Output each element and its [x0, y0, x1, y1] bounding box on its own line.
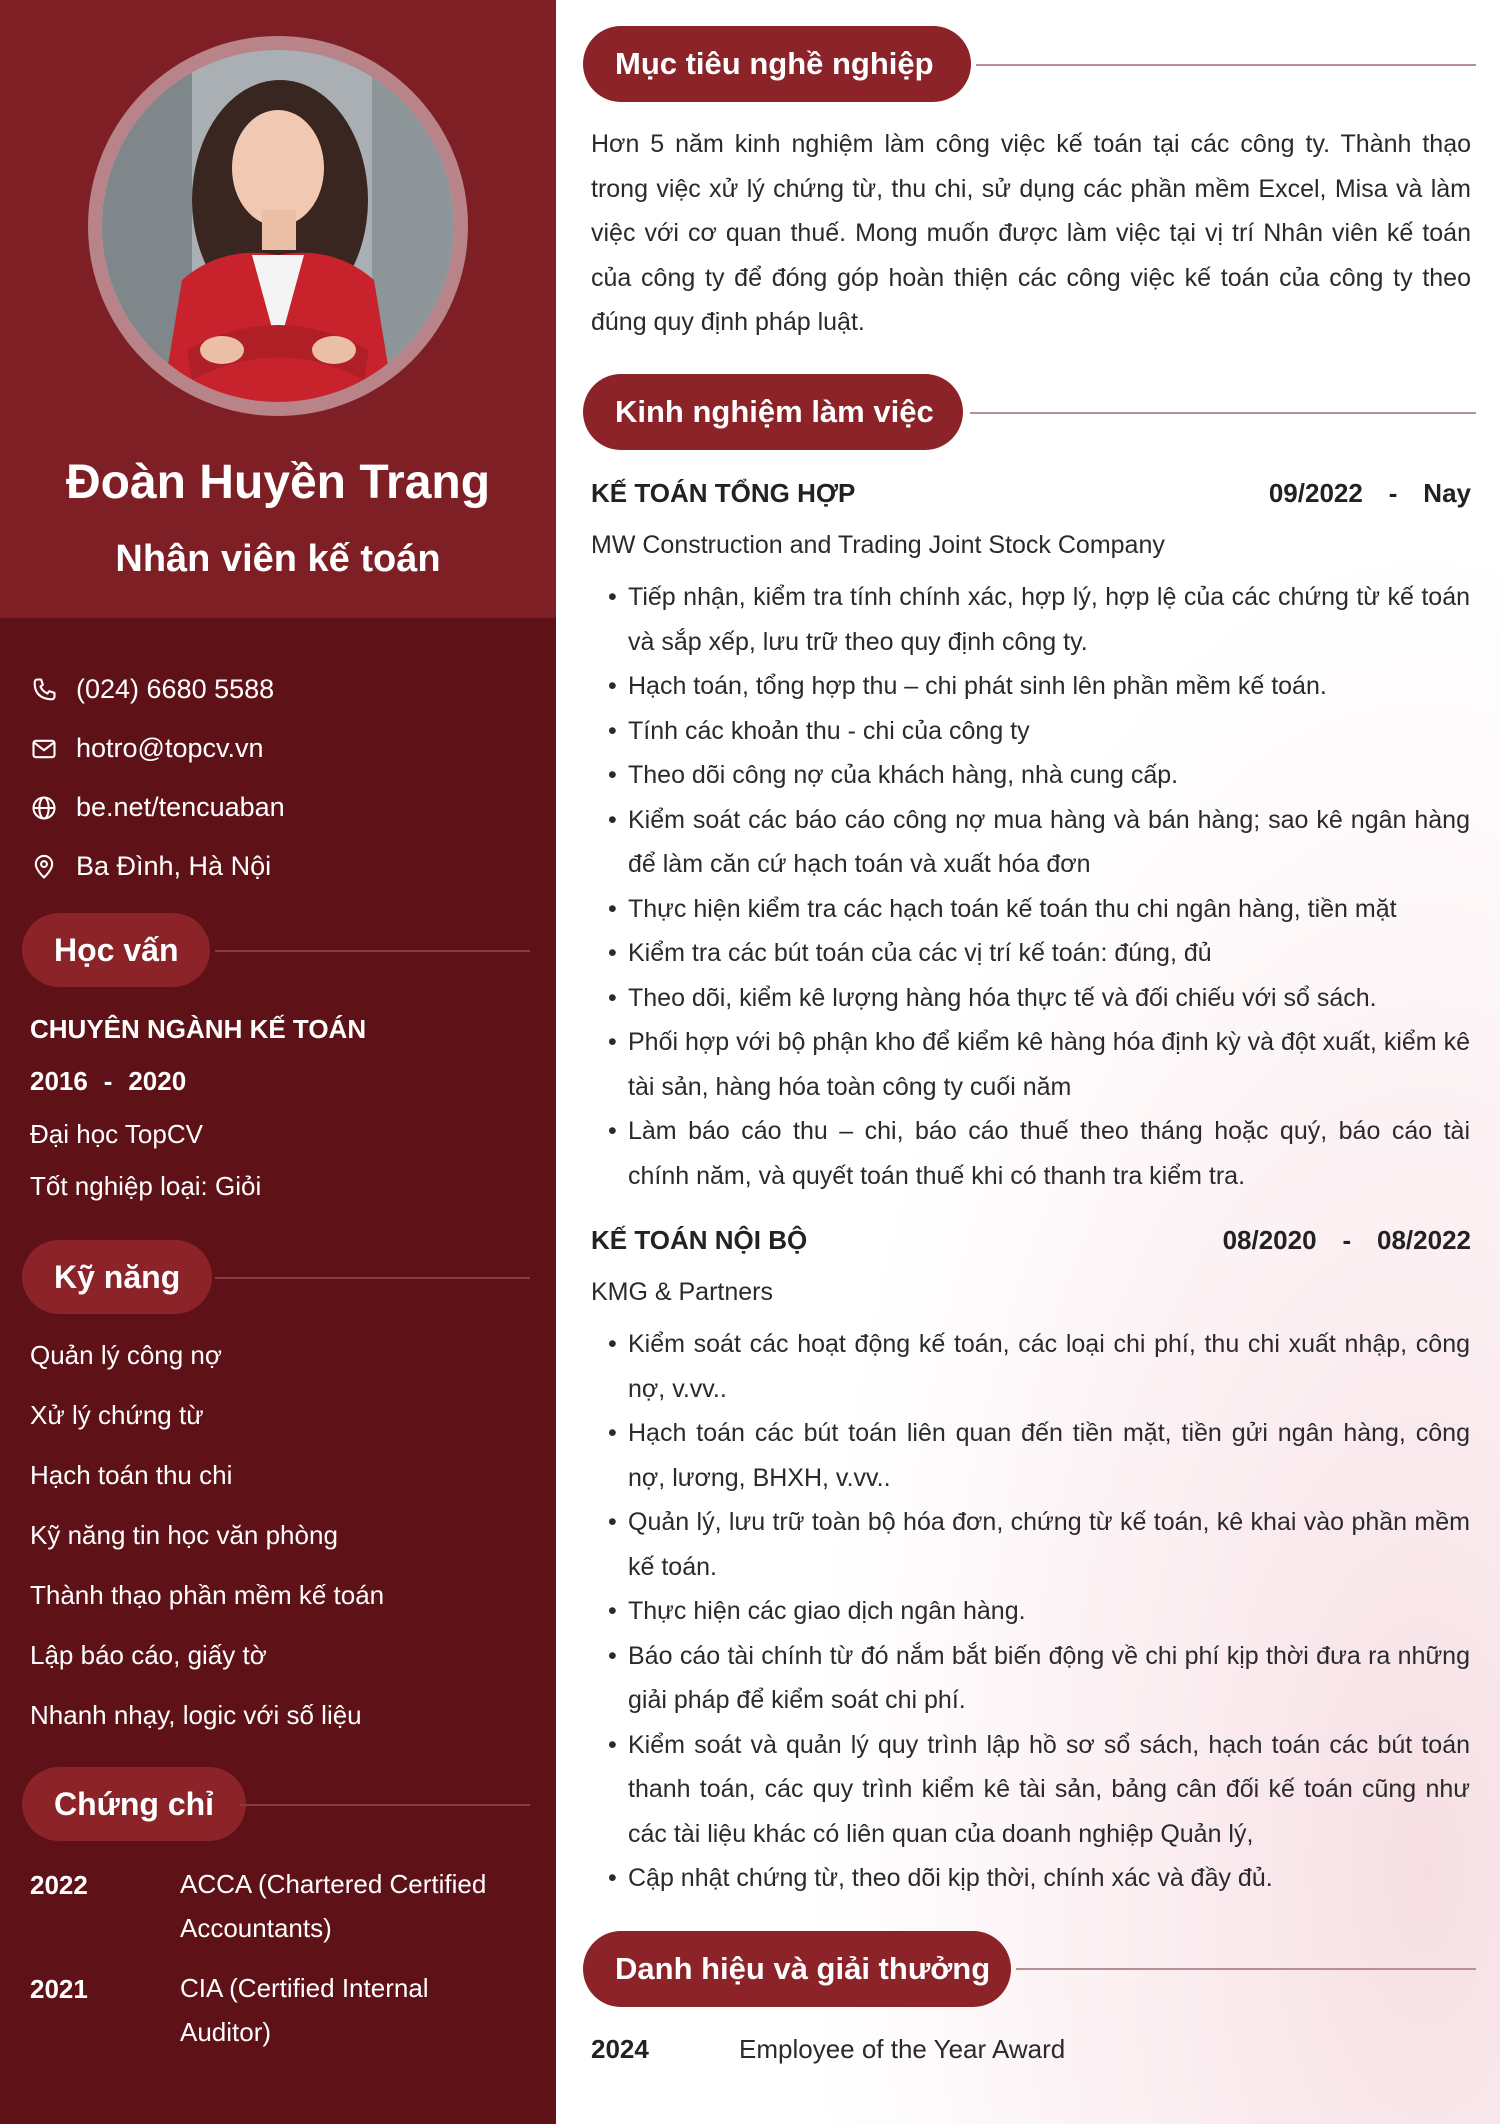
awards-heading: Danh hiệu và giải thưởng	[583, 1931, 1011, 2007]
profile-name: Đoàn Huyền Trang	[65, 456, 491, 509]
contact-email	[30, 719, 285, 778]
phone-icon	[30, 676, 58, 704]
certificate-name: ACCA (Chartered Certified Accountants)	[180, 1869, 487, 1943]
certificates-heading: Chứng chỉ	[22, 1767, 246, 1841]
job-title: KẾ TOÁN TỔNG HỢP	[591, 478, 856, 508]
contact-website	[30, 778, 285, 837]
job-bullets	[608, 1322, 1470, 1901]
profile-title: Nhân viên kế toán	[115, 538, 441, 580]
list-item: • Kiểm tra các bút toán của các vị trí kế toán: đúng, đủ	[608, 931, 1470, 976]
list-item: • Kiểm soát các hoạt động kế toán, các loại chi phí, thu chi xuất nhập, công nợ, v.vv..	[608, 1322, 1470, 1411]
experience-divider	[970, 412, 1476, 414]
skill-item: Thành thạo phần mềm kế toán	[30, 1580, 385, 1610]
skill-item: Lập báo cáo, giấy tờ	[30, 1640, 267, 1670]
list-item: • Thực hiện kiểm tra các hạch toán kế toán thu chi ngân hàng, tiền mặt	[608, 887, 1470, 932]
person-photo-icon	[102, 50, 454, 402]
skill-item: Nhanh nhạy, logic với số liệu	[30, 1700, 362, 1730]
contact-phone-text[interactable]: (024) 6680 5588	[76, 674, 275, 704]
experience-heading: Kinh nghiệm làm việc	[583, 374, 963, 450]
list-item: • Kiểm soát và quản lý quy trình lập hồ sơ sổ sách, hạch toán các bút toán thanh toán, các quy trình kiểm kê tài sản, bảng cân đối kế toán cũng như các tài liệu khác có liên quan của doanh nghiệp Quản lý,	[608, 1723, 1470, 1857]
skill-item: Quản lý công nợ	[30, 1340, 222, 1370]
list-item: • Tiếp nhận, kiểm tra tính chính xác, hợp lý, hợp lệ của các chứng từ kế toán và sắp xếp, lưu trữ theo quy định công ty.	[608, 575, 1470, 664]
education-period	[30, 1066, 186, 1097]
list-item: • Kiểm soát các báo cáo công nợ mua hàng và bán hàng; sao kê ngân hàng để làm căn cứ hạch toán và xuất hóa đơn	[608, 798, 1470, 887]
job-company: KMG & Partners	[591, 1278, 773, 1306]
job-bullets	[608, 575, 1470, 1198]
job-end: 08/2022	[1377, 1225, 1471, 1255]
mail-icon	[30, 735, 58, 763]
list-item: • Hạch toán các bút toán liên quan đến tiền mặt, tiền gửi ngân hàng, công nợ, lương, BHXH, v.vv..	[608, 1411, 1470, 1500]
certificate-year: 2021	[30, 1974, 88, 2004]
job-period	[1223, 1225, 1471, 1256]
objective-text: Hơn 5 năm kinh nghiệm làm công việc kế toán tại các công ty. Thành thạo trong việc xử lý chứng từ, thu chi, sử dụng các phần mềm Excel, Misa và làm việc với cơ quan thuế. Mong muốn được làm việc tại vị trí Nhân viên kế toán của công ty để đóng góp hoàn thiện các công việc kế toán của công ty theo đúng quy định pháp luật.	[591, 130, 1471, 336]
list-item: • Làm báo cáo thu – chi, báo cáo thuế theo tháng hoặc quý, báo cáo tài chính năm, và quyết toán thuế khi có thanh tra kiểm tra.	[608, 1109, 1470, 1198]
list-item: • Quản lý, lưu trữ toàn bộ hóa đơn, chứng từ kế toán, kê khai vào phần mềm kế toán.	[608, 1500, 1470, 1589]
list-item: • Theo dõi công nợ của khách hàng, nhà cung cấp.	[608, 753, 1470, 798]
education-start: 2016	[30, 1066, 88, 1096]
education-heading: Học vấn	[22, 913, 210, 987]
contact-website-text[interactable]: be.net/tencuaban	[76, 792, 285, 822]
list-item: • Cập nhật chứng từ, theo dõi kịp thời, chính xác và đầy đủ.	[608, 1856, 1470, 1901]
contact-email-text[interactable]: hotro@topcv.vn	[76, 733, 264, 763]
skill-item: Xử lý chứng từ	[30, 1400, 204, 1430]
sidebar	[0, 0, 556, 2124]
globe-icon	[30, 794, 58, 822]
avatar	[102, 50, 454, 402]
skill-item: Kỹ năng tin học văn phòng	[30, 1520, 338, 1550]
objective-divider	[976, 64, 1476, 66]
skill-item: Hạch toán thu chi	[30, 1460, 233, 1490]
certificates-divider	[240, 1804, 530, 1806]
skills-heading: Kỹ năng	[22, 1240, 212, 1314]
education-divider	[215, 950, 530, 952]
contact-address-text: Ba Đình, Hà Nội	[76, 851, 272, 881]
contact-phone	[30, 660, 285, 719]
list-item: • Tính các khoản thu - chi của công ty	[608, 709, 1470, 754]
list-item: • Theo dõi, kiểm kê lượng hàng hóa thực tế và đối chiếu với sổ sách.	[608, 976, 1470, 1021]
education-sep: -	[103, 1066, 113, 1096]
contact-address	[30, 837, 285, 896]
objective-heading: Mục tiêu nghề nghiệp	[583, 26, 971, 102]
job-start: 08/2020	[1222, 1225, 1317, 1255]
certificate-year: 2022	[30, 1870, 88, 1900]
job-company: MW Construction and Trading Joint Stock Company	[591, 531, 1165, 559]
education-end: 2020	[128, 1066, 187, 1096]
list-item: • Thực hiện các giao dịch ngân hàng.	[608, 1589, 1470, 1634]
list-item: • Phối hợp với bộ phận kho để kiểm kê hàng hóa định kỳ và đột xuất, kiểm kê tài sản, hàng hóa toàn công ty cuối năm	[608, 1020, 1470, 1109]
job-title: KẾ TOÁN NỘI BỘ	[591, 1225, 808, 1255]
education-school: Đại học TopCV	[30, 1119, 203, 1149]
award-name: Employee of the Year Award	[739, 2034, 1066, 2064]
skills-divider	[215, 1277, 530, 1279]
main-content	[556, 0, 1500, 2124]
avatar-ring	[88, 36, 468, 416]
contact-list	[30, 660, 285, 896]
job-end: Nay	[1423, 478, 1471, 508]
job-start: 09/2022	[1268, 478, 1363, 508]
education-grade: Tốt nghiệp loại: Giỏi	[30, 1171, 262, 1201]
job-sep: -	[1388, 478, 1398, 508]
list-item: • Hạch toán, tổng hợp thu – chi phát sinh lên phần mềm kế toán.	[608, 664, 1470, 709]
certificate-name: CIA (Certified Internal Auditor)	[180, 1973, 429, 2047]
job-sep: -	[1342, 1225, 1352, 1255]
award-year: 2024	[591, 2034, 649, 2064]
list-item: • Báo cáo tài chính từ đó nắm bắt biến động về chi phí kịp thời đưa ra những giải pháp để kiểm soát chi phí.	[608, 1634, 1470, 1723]
job-period	[1269, 478, 1471, 509]
education-major: CHUYÊN NGÀNH KẾ TOÁN	[30, 1014, 367, 1044]
location-icon	[30, 853, 58, 881]
awards-divider	[1016, 1968, 1476, 1970]
profile-header	[0, 0, 556, 618]
